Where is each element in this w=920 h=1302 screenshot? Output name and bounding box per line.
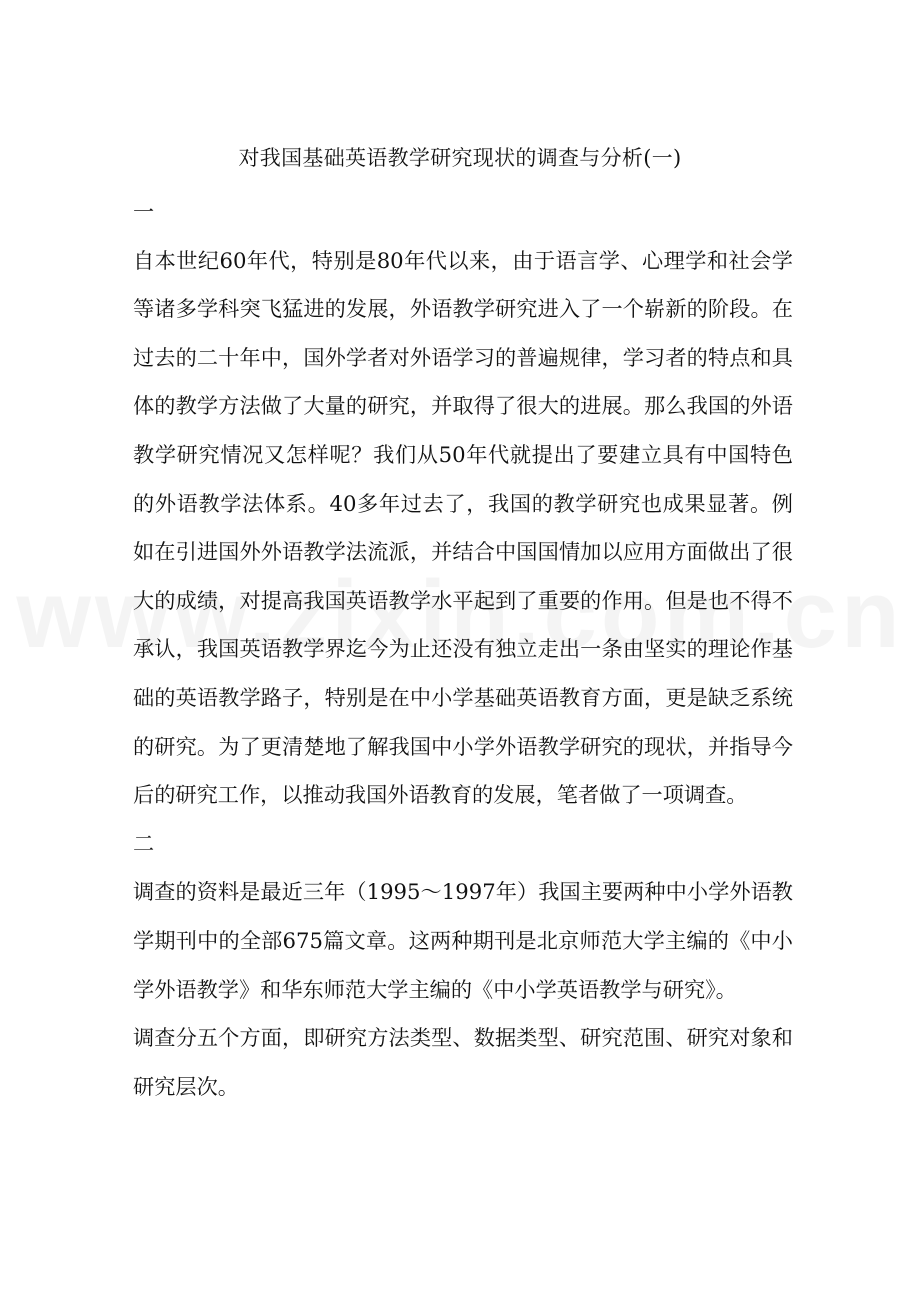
section-heading-1: 一 [133, 199, 155, 224]
document-title: 对我国基础英语教学研究现状的调查与分析(一) [238, 146, 682, 170]
paragraph-survey-aspects: 调查分五个方面，即研究方法类型、数据类型、研究范围、研究对象和研究层次。 [133, 1025, 793, 1099]
document-body [133, 188, 793, 1111]
paragraph-intro: 自本世纪60年代，特别是80年代以来，由于语言学、心理学和社会学等诸多学科突飞猛进的发展，外语教学研究进入了一个崭新的阶段。在过去的二十年中，国外学者对外语学习的普遍规律，学习者的特点和具体的教学方法做了大量的研究，并取得了很大的进展。那么我国的外语教学研究情况又怎样呢？我们从50年代就提出了要建立具有中国特色的外语教学法体系。40多年过去了，我国的教学研究也成果显著。例如在引进国外外语教学法流派，并结合中国国情加以应用方面做出了很大的成绩，对提高我国英语教学水平起到了重要的作用。但是也不得不承认，我国英语教学界迄今为止还没有独立走出一条由坚实的理论作基础的英语教学路子，特别是在中小学基础英语教育方面，更是缺乏系统的研究。为了更清楚地了解我国中小学外语教学研究的现状，并指导今后的研究工作，以推动我国外语教育的发展，笔者做了一项调查。 [133, 247, 793, 808]
section-heading-2: 二 [133, 830, 155, 856]
paragraph-data-source: 调查的资料是最近三年（1995～1997年）我国主要两种中小学外语教学期刊中的全部675篇文章。这两种期刊是北京师范大学主编的《中小学外语教学》和华东师范大学主编的《中小学英语教学与研究》。 [133, 879, 793, 1002]
